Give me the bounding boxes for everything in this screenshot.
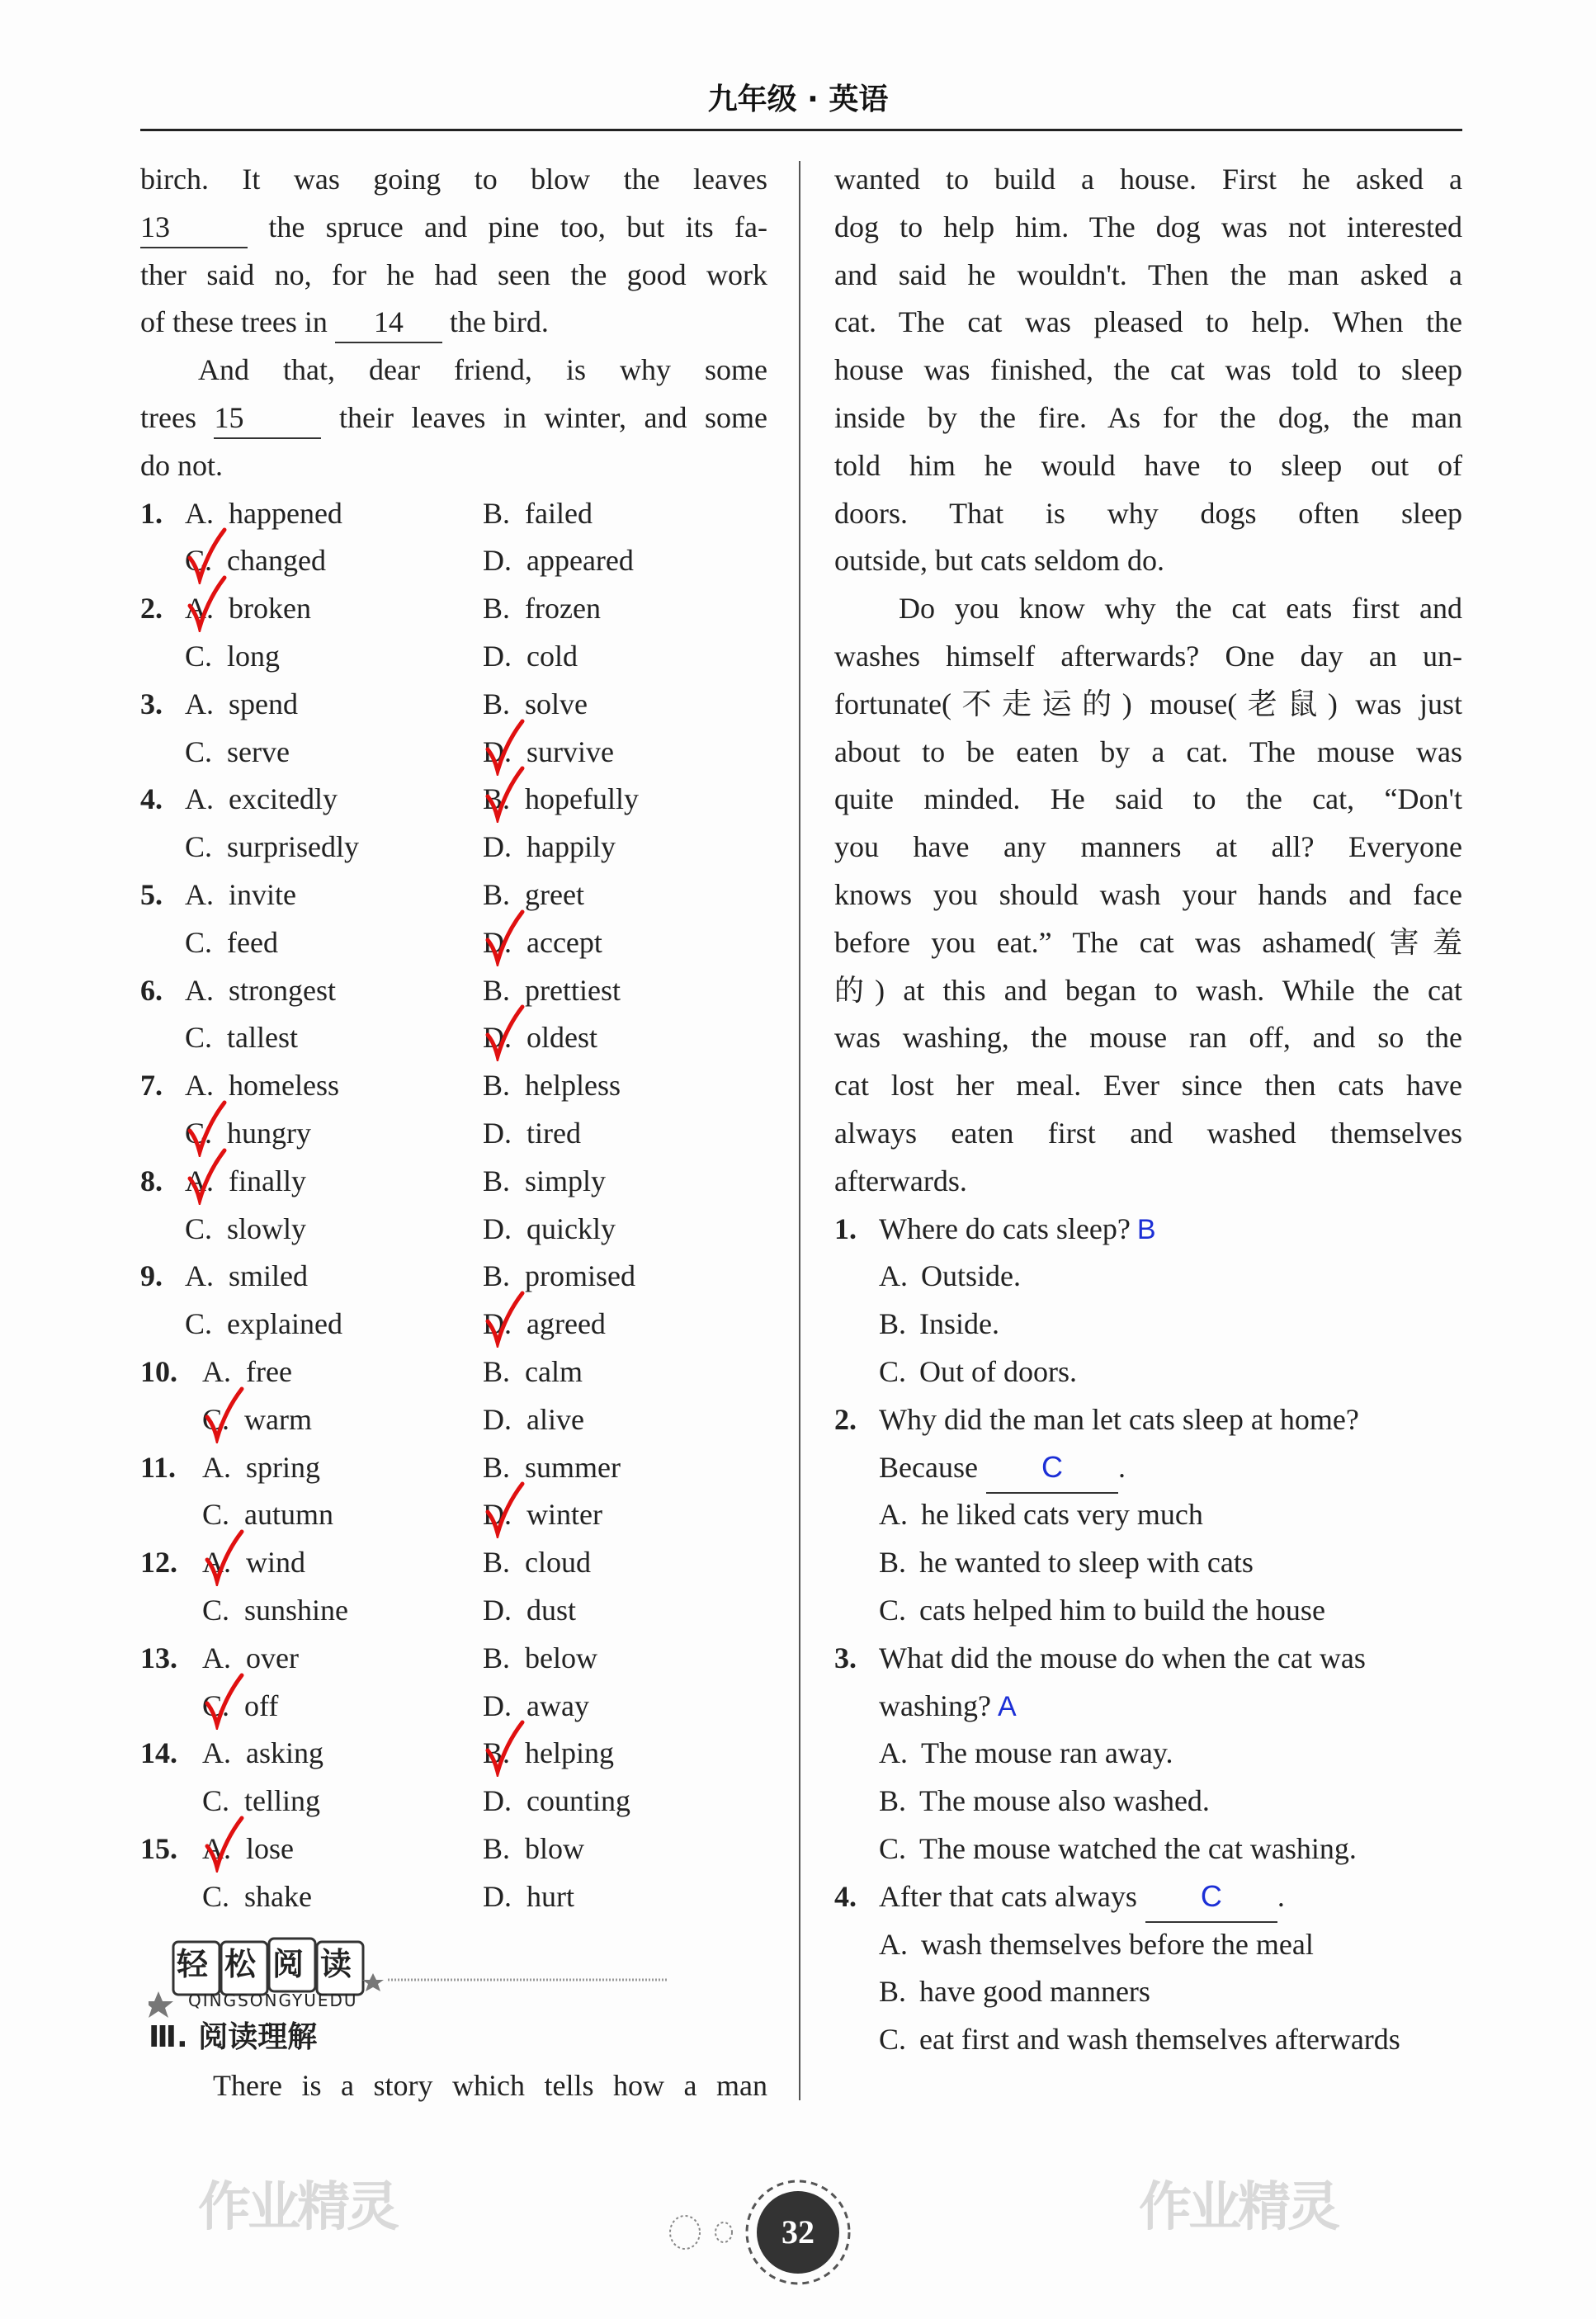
option-letter: A.	[202, 1736, 231, 1770]
option-text: slowly	[227, 1211, 307, 1245]
option-text: over	[246, 1641, 299, 1674]
passage-line: house was finished, the cat was told to sleep	[834, 353, 1462, 387]
option-letter: A.	[185, 973, 214, 1007]
option-letter: A.	[202, 1641, 231, 1674]
option-letter: D.	[483, 1879, 512, 1913]
option-text: he wanted to sleep with cats	[919, 1546, 1254, 1580]
checkmark-icon	[484, 1481, 526, 1538]
option-text: feed	[227, 925, 278, 959]
option-d	[483, 823, 763, 871]
option-b	[483, 489, 763, 537]
option-letter: C.	[879, 1594, 907, 1627]
option-letter: B.	[483, 1450, 511, 1484]
question-number: 14.	[140, 1736, 177, 1770]
option-letter: D.	[483, 1117, 512, 1150]
option-d	[483, 1873, 763, 1920]
checkmark-icon	[204, 1528, 245, 1586]
option-letter: D.	[483, 1211, 512, 1245]
option-letter: B.	[483, 1355, 511, 1388]
question-stem	[879, 1205, 1473, 1253]
stem-text: What did the mouse do when the cat was	[879, 1641, 1366, 1674]
option-text: promised	[525, 1259, 635, 1293]
checkmark-icon	[484, 1290, 526, 1348]
option-text: long	[227, 640, 281, 673]
question-number: 12.	[140, 1546, 177, 1580]
option-text: eat first and wash themselves afterwards	[919, 2023, 1400, 2057]
passage-text: And that, dear friend, is why some	[198, 353, 767, 387]
question-number: 4.	[834, 1879, 857, 1913]
option-letter: D.	[483, 830, 512, 864]
option-letter: D.	[483, 544, 512, 578]
passage-line	[198, 346, 767, 394]
option-text: winter	[526, 1498, 602, 1532]
option-a	[879, 1729, 1473, 1777]
passage-line: afterwards.	[834, 1164, 967, 1197]
option-text: The mouse ran away.	[921, 1736, 1173, 1770]
option-d	[483, 1205, 763, 1253]
option-letter: A.	[879, 1259, 908, 1293]
section-title: Ⅲ. 阅读理解	[149, 2020, 318, 2054]
option-text: survive	[526, 734, 614, 768]
question-number: 2.	[140, 592, 163, 626]
passage-line	[140, 442, 767, 489]
option-letter: B.	[483, 1546, 511, 1580]
option-text: telling	[244, 1784, 321, 1818]
passage-line: told him he would have to sleep out of	[834, 448, 1462, 482]
question-number: 1.	[140, 496, 163, 530]
option-letter: D.	[483, 1594, 512, 1627]
option-letter: B.	[483, 782, 511, 816]
option-text: happily	[526, 830, 616, 864]
option-text: simply	[525, 1164, 607, 1197]
question-stem	[879, 1682, 1473, 1730]
passage-line: fortunate(不走运的) mouse(老鼠) was just	[834, 687, 1462, 720]
question-stem	[879, 1634, 1473, 1682]
option-b	[483, 1348, 763, 1396]
option-c	[202, 1586, 483, 1634]
option-text: Inside.	[919, 1307, 999, 1341]
option-a	[185, 775, 465, 823]
option-letter: C.	[185, 1211, 213, 1245]
passage-line: wanted to build a house. First he asked a	[834, 163, 1462, 196]
option-letter: A.	[185, 687, 214, 720]
option-c	[879, 1348, 1473, 1396]
passage-text: their leaves in winter, and some	[321, 401, 767, 434]
option-c	[185, 919, 465, 966]
passage-text: the spruce and pine too, but its fa-	[248, 210, 767, 243]
option-text: below	[525, 1641, 597, 1674]
option-a	[879, 1252, 1473, 1300]
passage-line: cat lost her meal. Ever since then cats have	[834, 1069, 1462, 1103]
option-d	[483, 1109, 763, 1157]
star-icon	[149, 1991, 173, 2018]
option-letter: D.	[483, 1784, 512, 1818]
question-number: 3.	[140, 687, 163, 720]
option-letter: C.	[202, 1784, 230, 1818]
option-letter: D.	[483, 925, 512, 959]
option-text: frozen	[525, 592, 601, 626]
option-text: shake	[244, 1879, 312, 1913]
option-text: wash themselves before the meal	[921, 1927, 1314, 1961]
passage-line	[140, 155, 767, 203]
option-text: cloud	[525, 1546, 591, 1580]
option-text: explained	[227, 1307, 342, 1341]
option-text: cats helped him to build the house	[919, 1594, 1325, 1627]
passage-line: always eaten first and washed themselves	[834, 1117, 1462, 1150]
option-letter: B.	[483, 687, 511, 720]
option-b	[879, 1538, 1473, 1586]
option-text: helpless	[525, 1069, 621, 1103]
option-text: alive	[526, 1402, 584, 1436]
option-letter: C.	[879, 2023, 907, 2057]
option-letter: C.	[202, 1688, 230, 1722]
option-a	[185, 871, 465, 919]
question-number: 1.	[834, 1211, 857, 1245]
passage-text: birch. It was going to blow the leaves	[140, 163, 767, 196]
stem-text: Why did the man let cats sleep at home?	[879, 1402, 1359, 1436]
option-letter: A.	[185, 782, 214, 816]
passage-text: trees	[140, 401, 215, 434]
option-letter: B.	[483, 1069, 511, 1103]
stem-text: Because	[879, 1450, 978, 1484]
passage-line: Do you know why the cat eats first and	[899, 592, 1462, 626]
option-text: he liked cats very much	[921, 1498, 1203, 1532]
option-letter: C.	[185, 1117, 213, 1150]
page-header-title: 九年级 · 英语	[707, 83, 889, 116]
option-c	[202, 1873, 483, 1920]
option-letter: A.	[185, 1164, 214, 1197]
option-d	[483, 536, 763, 584]
watermark: 作业精灵	[1139, 2177, 1337, 2238]
option-letter: C.	[185, 1307, 213, 1341]
option-text: free	[246, 1355, 292, 1388]
option-letter: A.	[185, 1259, 214, 1293]
logo-subtitle: QINGSONGYUEDU	[188, 1991, 358, 2010]
passage-line: quite minded. He said to the cat, “Don't	[834, 782, 1462, 816]
option-text: dust	[526, 1594, 577, 1627]
option-text: have good manners	[919, 1975, 1150, 2009]
passage-line: about to be eaten by a cat. The mouse was	[834, 734, 1462, 768]
option-text: away	[526, 1688, 589, 1722]
option-c	[185, 1013, 465, 1061]
passage-line: before you eat.” The cat was ashamed(害羞	[834, 925, 1462, 959]
checkmark-icon	[187, 574, 228, 632]
option-text: broken	[229, 592, 311, 626]
option-text: asking	[246, 1736, 323, 1770]
option-letter: D.	[483, 640, 512, 673]
passage-text: of these trees in	[140, 305, 335, 339]
passage-line: knows you should wash your hands and face	[834, 878, 1462, 911]
passage-text: do not.	[140, 448, 224, 482]
option-b	[483, 1538, 763, 1586]
page-number: 32	[757, 2191, 839, 2274]
option-c	[879, 1586, 1473, 1634]
option-letter: B.	[879, 1546, 907, 1580]
option-letter: B.	[483, 973, 511, 1007]
option-letter: A.	[185, 1069, 214, 1103]
question-number: 11.	[140, 1450, 177, 1484]
option-c	[185, 632, 465, 680]
option-letter: C.	[202, 1594, 230, 1627]
option-letter: A.	[185, 496, 214, 530]
option-text: The mouse watched the cat washing.	[919, 1832, 1357, 1865]
option-letter: D.	[483, 1402, 512, 1436]
passage-line: doors. That is why dogs often sleep	[834, 496, 1462, 530]
option-letter: A.	[202, 1832, 231, 1865]
option-letter: C.	[202, 1498, 230, 1532]
option-a	[185, 1252, 465, 1300]
option-letter: B.	[483, 496, 511, 530]
option-letter: A.	[879, 1498, 908, 1532]
option-letter: A.	[185, 878, 214, 911]
question-number: 7.	[140, 1069, 163, 1103]
written-answer: B	[1136, 1213, 1156, 1245]
option-a	[202, 1443, 483, 1491]
option-text: agreed	[526, 1307, 606, 1341]
option-text: autumn	[244, 1498, 333, 1532]
option-letter: B.	[483, 592, 511, 626]
answer-blank: C	[1145, 1882, 1277, 1923]
option-letter: B.	[483, 1736, 511, 1770]
passage-line: inside by the fire. As for the dog, the man	[834, 401, 1462, 434]
option-c	[185, 728, 465, 776]
intro-line: There is a story which tells how a man	[213, 2069, 767, 2102]
option-letter: C.	[879, 1355, 907, 1388]
option-d	[483, 1586, 763, 1634]
option-letter: B.	[483, 1832, 511, 1865]
question-number: 2.	[834, 1402, 857, 1436]
option-text: hurt	[526, 1879, 574, 1913]
cloze-blank: 14	[335, 305, 442, 343]
option-text: prettiest	[525, 973, 621, 1007]
question-number: 4.	[140, 782, 163, 816]
option-b	[483, 1061, 763, 1109]
option-text: excitedly	[229, 782, 338, 816]
question-number: 15.	[140, 1832, 177, 1865]
option-letter: D.	[483, 1498, 512, 1532]
option-b	[879, 1777, 1473, 1825]
option-text: quickly	[526, 1211, 616, 1245]
checkmark-icon	[484, 1719, 526, 1777]
option-text: finally	[229, 1164, 306, 1197]
option-text: oldest	[526, 1021, 597, 1055]
option-b	[483, 1157, 763, 1205]
passage-line: 的) at this and began to wash. While the cat	[834, 973, 1462, 1007]
question-number: 6.	[140, 973, 163, 1007]
passage-text: ther said no, for he had seen the good work	[140, 257, 767, 291]
logo-text: 轻松阅读	[177, 1946, 369, 1982]
passage-line	[140, 251, 767, 299]
option-letter: B.	[879, 1307, 907, 1341]
passage-line: cat. The cat was pleased to help. When the	[834, 305, 1462, 339]
option-text: tired	[526, 1117, 581, 1150]
option-a	[879, 1490, 1473, 1538]
option-text: hopefully	[525, 782, 639, 816]
option-b	[879, 1300, 1473, 1348]
option-d	[483, 1396, 763, 1443]
option-letter: A.	[202, 1355, 231, 1388]
header-rule	[140, 129, 1462, 131]
cloze-blank: 15	[214, 401, 321, 439]
option-letter: B.	[879, 1784, 907, 1818]
option-letter: B.	[483, 878, 511, 911]
option-letter: C.	[202, 1402, 230, 1436]
option-a	[879, 1920, 1473, 1968]
checkmark-icon	[187, 1147, 228, 1205]
period: .	[1117, 1450, 1126, 1484]
stem-text: After that cats always	[879, 1879, 1137, 1913]
stem-text: washing?	[879, 1688, 991, 1722]
checkmark-icon	[204, 1815, 245, 1873]
option-letter: C.	[879, 1832, 907, 1865]
option-text: strongest	[229, 973, 336, 1007]
option-d	[483, 1777, 763, 1825]
option-c	[185, 1205, 465, 1253]
option-text: appeared	[526, 544, 634, 578]
option-c	[879, 1825, 1473, 1873]
option-c	[185, 823, 465, 871]
checkmark-icon	[204, 1672, 245, 1730]
option-letter: B.	[483, 1164, 511, 1197]
stem-text: Where do cats sleep?	[879, 1211, 1131, 1245]
passage-line	[140, 394, 767, 442]
option-letter: A.	[185, 592, 214, 626]
option-letter: B.	[879, 1975, 907, 2009]
option-text: invite	[229, 878, 296, 911]
option-text: hungry	[227, 1117, 312, 1150]
column-divider	[799, 161, 800, 2100]
option-b	[483, 1825, 763, 1873]
option-letter: C.	[185, 1021, 213, 1055]
passage-line: outside, but cats seldom do.	[834, 544, 1164, 578]
answer-blank: C	[986, 1452, 1118, 1494]
option-letter: A.	[879, 1736, 908, 1770]
option-letter: D.	[483, 1307, 512, 1341]
passage-line: and said he wouldn't. Then the man asked a	[834, 257, 1462, 291]
option-text: Out of doors.	[919, 1355, 1078, 1388]
option-a	[185, 966, 465, 1014]
option-letter: C.	[185, 925, 213, 959]
option-text: failed	[525, 496, 593, 530]
option-letter: C.	[185, 640, 213, 673]
option-letter: C.	[185, 544, 213, 578]
question-number: 8.	[140, 1164, 163, 1197]
checkmark-icon	[484, 909, 526, 966]
option-text: wind	[246, 1546, 305, 1580]
question-stem	[879, 1443, 1473, 1491]
written-answer: A	[997, 1690, 1017, 1722]
option-letter: C.	[185, 734, 213, 768]
option-letter: D.	[483, 1021, 512, 1055]
option-text: summer	[525, 1450, 621, 1484]
option-text: spring	[246, 1450, 320, 1484]
option-letter: D.	[483, 1688, 512, 1722]
checkmark-icon	[204, 1386, 245, 1443]
option-text: warm	[244, 1402, 312, 1436]
option-text: tallest	[227, 1021, 298, 1055]
passage-line: you have any manners at all? Everyone	[834, 830, 1462, 864]
option-text: serve	[227, 734, 290, 768]
option-text: solve	[525, 687, 588, 720]
question-number: 5.	[140, 878, 163, 911]
passage-text: the bird.	[441, 305, 549, 339]
passage-line: dog to help him. The dog was not interested	[834, 210, 1462, 243]
option-text: spend	[229, 687, 298, 720]
option-text: greet	[525, 878, 584, 911]
option-text: lose	[246, 1832, 294, 1865]
option-letter: B.	[483, 1641, 511, 1674]
option-text: sunshine	[244, 1594, 349, 1627]
option-text: off	[244, 1688, 279, 1722]
option-text: counting	[526, 1784, 630, 1818]
option-a	[202, 1729, 483, 1777]
question-stem	[879, 1873, 1473, 1920]
option-letter: D.	[483, 734, 512, 768]
option-text: smiled	[229, 1259, 308, 1293]
option-text: homeless	[229, 1069, 339, 1103]
option-text: blow	[525, 1832, 585, 1865]
passage-line	[140, 298, 767, 346]
option-letter: A.	[202, 1450, 231, 1484]
option-text: happened	[229, 496, 342, 530]
option-text: cold	[526, 640, 578, 673]
option-text: Outside.	[921, 1259, 1021, 1293]
option-letter: B.	[483, 1259, 511, 1293]
option-letter: A.	[202, 1546, 231, 1580]
option-b	[483, 584, 763, 632]
checkmark-icon	[484, 1004, 526, 1061]
option-c	[879, 2015, 1473, 2063]
passage-line: was washing, the mouse ran off, and so the	[834, 1021, 1462, 1055]
option-b	[483, 1634, 763, 1682]
option-b	[879, 1967, 1473, 2015]
passage-line	[140, 203, 767, 251]
question-number: 10.	[140, 1355, 177, 1388]
period: .	[1277, 1879, 1285, 1913]
option-letter: C.	[185, 830, 213, 864]
question-number: 13.	[140, 1641, 177, 1674]
option-letter: C.	[202, 1879, 230, 1913]
question-stem	[879, 1396, 1473, 1443]
cloze-blank: 13	[140, 210, 248, 248]
option-text: surprisedly	[227, 830, 359, 864]
option-text: helping	[525, 1736, 614, 1770]
question-number: 9.	[140, 1259, 163, 1293]
option-a	[185, 680, 465, 728]
passage-line: washes himself afterwards? One day an un-	[834, 640, 1462, 673]
watermark: 作业精灵	[198, 2177, 396, 2238]
option-c	[185, 1300, 465, 1348]
option-text: The mouse also washed.	[919, 1784, 1210, 1818]
option-d	[483, 632, 763, 680]
checkmark-icon	[484, 765, 526, 823]
option-text: calm	[525, 1355, 583, 1388]
option-text: accept	[526, 925, 602, 959]
question-number: 3.	[834, 1641, 857, 1674]
option-letter: A.	[879, 1927, 908, 1961]
option-text: changed	[227, 544, 326, 578]
